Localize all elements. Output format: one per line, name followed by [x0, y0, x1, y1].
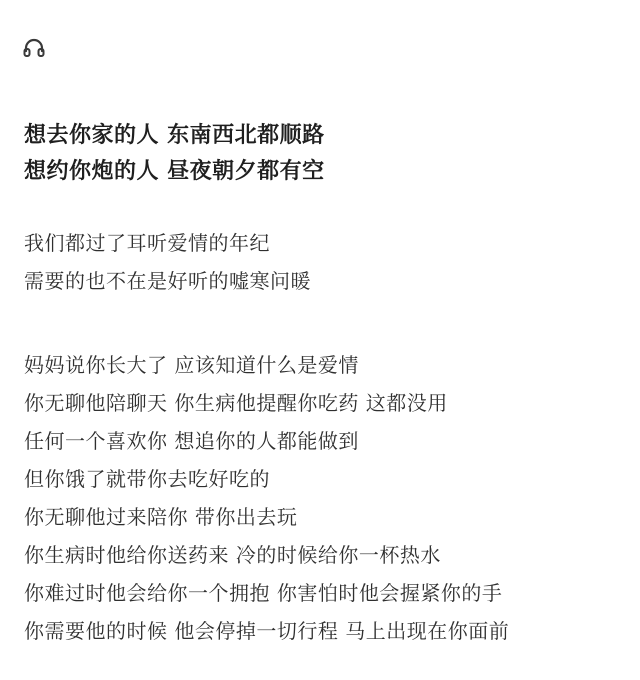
- intro-line-2: 想约你炮的人 昼夜朝夕都有空: [24, 159, 325, 184]
- stanza-1-line-1: 我们都过了耳听爱情的年纪: [24, 231, 270, 255]
- intro-line-1: 想去你家的人 东南西北都顺路: [24, 123, 325, 148]
- stanza-1: [24, 224, 624, 300]
- stanza-2-line-7: 你难过时他会给你一个拥抱 你害怕时他会握紧你的手: [24, 581, 503, 605]
- stanza-2-line-1: 妈妈说你长大了 应该知道什么是爱情: [24, 353, 359, 377]
- stanza-1-line-2: 需要的也不在是好听的嘘寒问暖: [24, 269, 311, 293]
- stanza-2-line-3: 任何一个喜欢你 想追你的人都能做到: [24, 429, 359, 453]
- stanza-2-line-4: 但你饿了就带你去吃好吃的: [24, 467, 270, 491]
- headphones-icon: [22, 38, 46, 58]
- stanza-2-line-8: 你需要他的时候 他会停掉一切行程 马上出现在你面前: [24, 619, 510, 643]
- stanza-2-line-5: 你无聊他过来陪你 带你出去玩: [24, 505, 298, 529]
- stanza-2-line-2: 你无聊他陪聊天 你生病他提醒你吃药 这都没用: [24, 391, 448, 415]
- stanza-2: [24, 346, 624, 650]
- stanza-2-line-6: 你生病时他给你送药来 冷的时候给你一杯热水: [24, 543, 441, 567]
- intro-block: [24, 118, 624, 190]
